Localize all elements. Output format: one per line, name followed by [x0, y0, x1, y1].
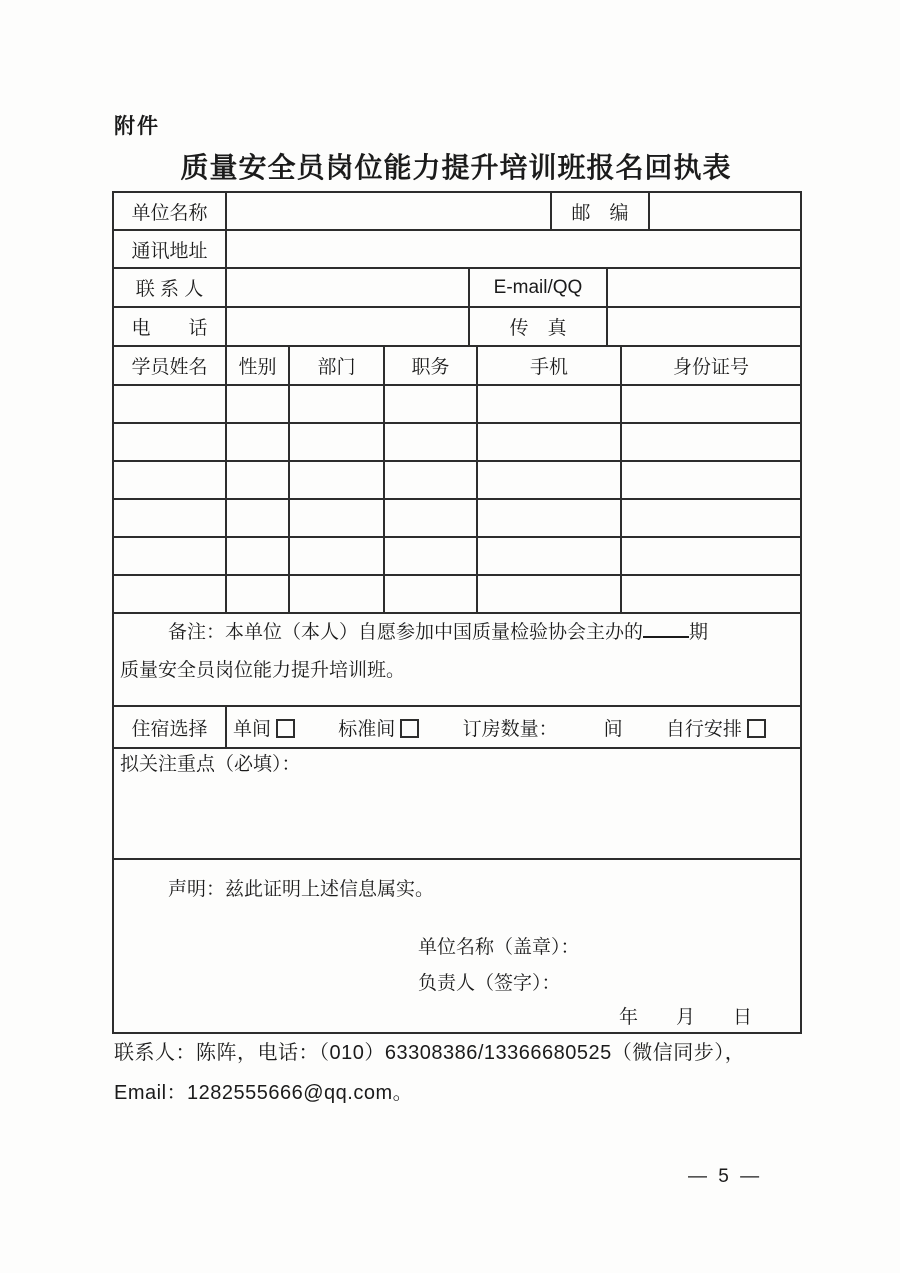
page-title: 质量安全员岗位能力提升培训班报名回执表: [180, 152, 732, 183]
postal-code-field: [649, 192, 801, 230]
department-cell: [289, 385, 384, 423]
self-arrange-option: [666, 719, 766, 740]
mobile-header: 手机: [477, 346, 621, 385]
registration-form-table: [112, 191, 802, 1034]
unit-name-row: [113, 192, 801, 230]
booking-quantity-label: 订房数量：: [462, 718, 558, 740]
accommodation-row: [113, 706, 801, 748]
attachment-label: 附件: [114, 115, 160, 138]
phone-field: [226, 307, 469, 346]
position-cell: [384, 423, 477, 461]
position-cell: [384, 385, 477, 423]
focus-cell: [113, 748, 801, 859]
single-room-label: 单间: [233, 718, 272, 740]
remark-text-line1: [120, 614, 794, 652]
gender-cell: [226, 499, 289, 537]
email-qq-label: E-mail/QQ: [469, 268, 607, 307]
student-name-header: 学员姓名: [113, 346, 226, 385]
id-number-cell: [621, 499, 801, 537]
page-number: — 5 —: [688, 1166, 763, 1187]
mobile-cell: [477, 423, 621, 461]
id-number-header: 身份证号: [621, 346, 801, 385]
remark-text-before-blank: 本单位（本人）自愿参加中国质量检验协会主办的: [225, 622, 644, 643]
student-name-cell: [113, 499, 226, 537]
student-name-cell: [113, 385, 226, 423]
mobile-cell: [477, 537, 621, 575]
student-empty-row: [113, 499, 801, 537]
unit-name-label: 单位名称: [113, 192, 226, 230]
remark-cell: [113, 613, 801, 706]
department-cell: [289, 575, 384, 613]
date-label: 年 月 日: [619, 1007, 753, 1028]
mobile-cell: [477, 461, 621, 499]
student-empty-row: [113, 423, 801, 461]
postal-code-label: 邮 编: [551, 192, 649, 230]
contact-label: 联 系 人: [113, 268, 226, 307]
id-number-cell: [621, 537, 801, 575]
footer-email-line: Email：1282555666@qq.com。: [114, 1082, 414, 1104]
student-name-cell: [113, 423, 226, 461]
footer-contact-line: 联系人：陈阵，电话：（010）63308386/13366680525（微信同步），: [114, 1042, 746, 1064]
student-header-row: [113, 346, 801, 385]
gender-cell: [226, 423, 289, 461]
booking-quantity: [463, 719, 623, 740]
address-row: [113, 230, 801, 268]
student-empty-row: [113, 537, 801, 575]
position-cell: [384, 461, 477, 499]
department-header: 部门: [289, 346, 384, 385]
position-cell: [384, 575, 477, 613]
self-arrange-checkbox-icon: [747, 719, 766, 738]
student-name-cell: [113, 537, 226, 575]
remark-text-line2: 质量安全员岗位能力提升培训班。: [120, 660, 406, 681]
address-label: 通讯地址: [113, 230, 226, 268]
focus-row: [113, 748, 801, 859]
department-cell: [289, 537, 384, 575]
standard-room-option: [338, 719, 419, 740]
department-cell: [289, 499, 384, 537]
unit-name-field: [226, 192, 551, 230]
remark-row: [113, 613, 801, 706]
student-empty-row: [113, 385, 801, 423]
accommodation-label: 住宿选择: [113, 706, 226, 748]
phone-label: 电 话: [113, 307, 226, 346]
fax-field: [607, 307, 801, 346]
standard-room-label: 标准间: [338, 718, 396, 740]
remark-label: 备注：: [168, 622, 226, 643]
gender-header: 性别: [226, 346, 289, 385]
gender-cell: [226, 461, 289, 499]
position-cell: [384, 499, 477, 537]
student-rows: [113, 385, 801, 613]
single-room-checkbox-icon: [276, 719, 295, 738]
gender-cell: [226, 385, 289, 423]
remark-text-after-blank: 期: [689, 622, 709, 643]
email-qq-field: [607, 268, 801, 307]
self-arrange-label: 自行安排: [665, 718, 742, 740]
student-empty-row: [113, 461, 801, 499]
contact-field: [226, 268, 469, 307]
department-cell: [289, 461, 384, 499]
gender-cell: [226, 537, 289, 575]
unit-seal-label: 单位名称（盖章）：: [418, 937, 580, 958]
phone-row: [113, 307, 801, 346]
student-name-cell: [113, 461, 226, 499]
id-number-cell: [621, 461, 801, 499]
declaration-cell: [113, 859, 801, 1033]
signer-label: 负责人（签字）：: [418, 973, 561, 994]
mobile-cell: [477, 575, 621, 613]
declaration-statement: 声明：兹此证明上述信息属实。: [168, 879, 435, 900]
student-name-cell: [113, 575, 226, 613]
fax-label: 传 真: [469, 307, 607, 346]
department-cell: [289, 423, 384, 461]
contact-row: [113, 268, 801, 307]
booking-quantity-unit: 间: [603, 718, 623, 740]
standard-room-checkbox-icon: [400, 719, 419, 738]
id-number-cell: [621, 423, 801, 461]
declaration-row: [113, 859, 801, 1033]
mobile-cell: [477, 499, 621, 537]
single-room-option: [233, 719, 295, 740]
accommodation-options: [226, 706, 801, 748]
focus-label: 拟关注重点（必填）：: [120, 754, 301, 775]
id-number-cell: [621, 575, 801, 613]
position-cell: [384, 537, 477, 575]
address-field: [226, 230, 801, 268]
position-header: 职务: [384, 346, 477, 385]
mobile-cell: [477, 385, 621, 423]
gender-cell: [226, 575, 289, 613]
id-number-cell: [621, 385, 801, 423]
fill-in-blank: [643, 624, 689, 638]
student-empty-row: [113, 575, 801, 613]
